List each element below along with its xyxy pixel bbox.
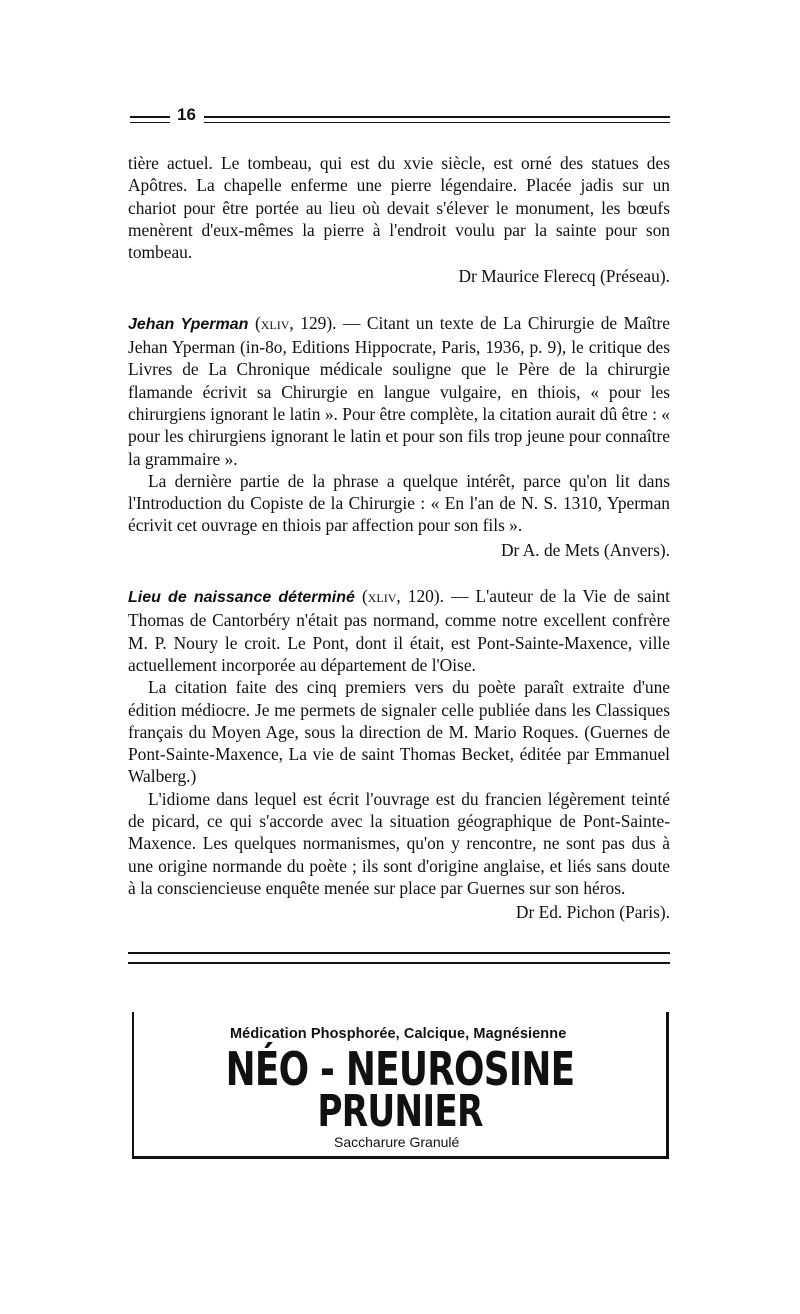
page <box>128 105 670 964</box>
ad-product-form: Saccharure Granulé <box>334 1134 460 1150</box>
note-reference: (xliv, 120). <box>361 586 445 607</box>
note-paragraph: — Citant un texte de La Chirurgie de Maître Jehan Yperman (in-8o, Editions Hippocrate, Paris, 1936, p. 9), le critique des Livres de La Chronique médicale souligne que le Père de la chirurgie flamande écrivit sa Chirurgie en langue vulgaire, en thiois, « pour les chirurgiens ignorant le latin ». Pour être complète, la citation aurait dû être : « pour les chirurgiens ignorant le latin et pour son fils trop jeune pour connaître la grammaire ». <box>128 312 670 469</box>
advertisement-box <box>132 1012 669 1159</box>
note-signature: Dr Ed. Pichon (Paris). <box>515 902 670 923</box>
header-rule-right <box>204 116 670 123</box>
note-jehan-yperman <box>128 312 670 561</box>
body-text <box>128 152 670 964</box>
ad-tagline: Médication Phosphorée, Calcique, Magnésienne <box>230 1026 567 1042</box>
note-lieu-de-naissance <box>128 585 670 923</box>
note-reference: (xliv, 129). <box>254 312 337 333</box>
note-paragraph: La dernière partie de la phrase a quelque intérêt, parce qu'on lit dans l'Introduction du Copiste de la Chirurgie : « En l'an de N. S. 1310, Yperman écrivit cet ouvrage en thiois par affection pour son fils ». <box>128 470 670 536</box>
note-signature: Dr A. de Mets (Anvers). <box>500 539 670 560</box>
section-divider <box>128 952 670 964</box>
note-heading: Lieu de naissance déterminé <box>128 589 355 607</box>
note-paragraph: — L'auteur de la Vie de saint Thomas de Cantorbéry n'était pas normand, comme notre excellent confrère M. P. Noury le croit. Le Pont, dont il était, est Pont-Sainte-Maxence, ville actuellement incorporée au département de l'Oise. <box>128 586 670 675</box>
note-heading: Jehan Yperman <box>128 315 249 333</box>
note-paragraph: L'idiome dans lequel est écrit l'ouvrage est du francien légèrement teinté de picard, ce qui s'accorde avec la situation géographique de Pont-Sainte-Maxence. Les quelques normanismes, qu'on y rencontre, ne sont pas dus à une origine normande du poète ; ils sont d'origine anglaise, et liés sans doute à la consciencieuse enquête menée sur place par Guernes sur son héros. <box>128 788 670 898</box>
page-number: 16 <box>177 105 196 124</box>
ad-brand-name: PRUNIER <box>317 1086 483 1137</box>
running-head <box>128 105 670 132</box>
note-paragraph: La citation faite des cinq premiers vers du poète paraît extraite d'une édition médiocre. Je me permets de signaler celle publiée dans les Classiques français du Moyen Age, sous la direction de M. Mario Roques. (Guernes de Pont-Sainte-Maxence, La vie de saint Thomas Becket, éditée par Emmanuel Walberg.) <box>128 677 670 787</box>
header-rule-left <box>130 116 170 123</box>
section1-text: tière actuel. Le tombeau, qui est du xvie siècle, est orné des statues des Apôtres. La chapelle enferme une pierre légendaire. Placée jadis sur un chariot pour être portée au lieu où devait s'élever le monument, les bœufs menèrent d'eux-mêmes la pierre à l'endroit voulu par la sainte pour son tombeau. <box>128 153 670 263</box>
ad-brand-name: NÉO - NEUROSINE <box>225 1042 575 1096</box>
section1-signature: Dr Maurice Flerecq (Préseau). <box>458 266 670 287</box>
